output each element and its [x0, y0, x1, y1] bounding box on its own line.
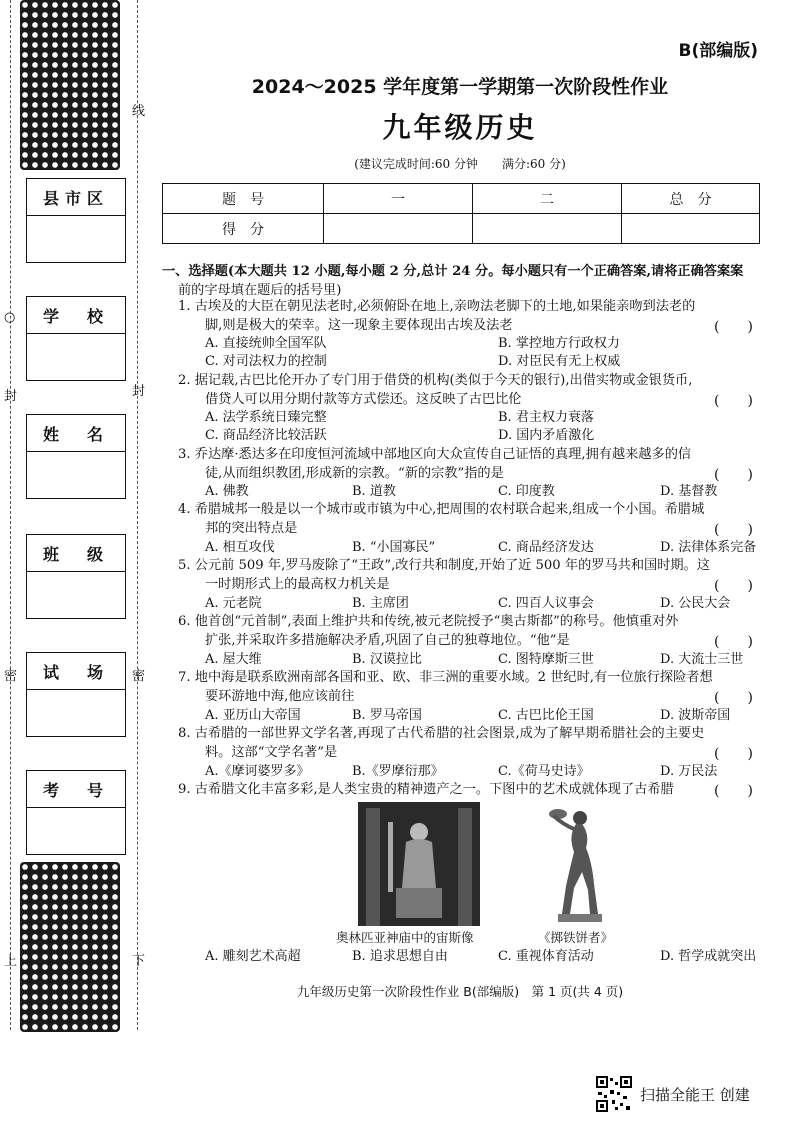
score-header-part1: 一	[324, 184, 473, 214]
question-3-stem-line2: 徒,从而组织教团,形成新的宗教。“新的宗教”指的是	[205, 466, 504, 481]
question-9-option-d[interactable]: D. 哲学成就突出	[660, 949, 757, 964]
score-header-part2: 二	[473, 184, 622, 214]
question-8-stem-line1: 8. 古希腊的一部世界文学名著,再现了古代希腊的社会图景,成为了解早期希腊社会的主要史	[178, 726, 705, 741]
question-8-option-b[interactable]: B.《罗摩衍那》	[352, 764, 444, 779]
question-7-stem-line2: 要环游地中海,他应该前往	[205, 689, 355, 704]
question-2-stem-line1: 2. 据记载,古巴比伦开办了专门用于借贷的机构(类似于今天的银行),出借实物或金银货币,	[178, 373, 693, 388]
answer-blank-4[interactable]: ( )	[714, 522, 753, 538]
question-3-option-c[interactable]: C. 印度教	[498, 484, 555, 499]
question-7-option-c[interactable]: C. 古巴比伦王国	[498, 708, 594, 723]
score-table-row	[163, 214, 760, 244]
score-cell-part2[interactable]	[473, 214, 622, 244]
answer-blank-2[interactable]: ( )	[714, 393, 753, 409]
question-3-stem-line1: 3. 乔达摩·悉达多在印度恒河流域中部地区向大众宣传自己证悟的真理,拥有越来越多的信	[178, 447, 692, 462]
field-exam-number-label: 考 号	[27, 771, 125, 808]
question-4-option-b[interactable]: B. “小国寡民”	[352, 540, 436, 555]
side-mark-left-1: ○	[4, 310, 16, 325]
field-name	[26, 414, 126, 499]
question-6-stem-line2: 扩张,并采取许多措施解决矛盾,巩固了自己的独尊地位。“他”是	[205, 633, 570, 648]
score-cell-part1[interactable]	[324, 214, 473, 244]
question-5-option-d[interactable]: D. 公民大会	[660, 596, 731, 611]
question-7-option-b[interactable]: B. 罗马帝国	[352, 708, 422, 723]
question-2-option-d[interactable]: D. 国内矛盾激化	[498, 428, 595, 443]
question-6-option-a[interactable]: A. 屋大维	[205, 652, 262, 667]
field-exam-number-input[interactable]	[27, 808, 125, 854]
question-3-option-a[interactable]: A. 佛教	[205, 484, 249, 499]
question-1-option-c[interactable]: C. 对司法权力的控制	[205, 354, 327, 369]
discobolus-statue-image	[540, 802, 610, 926]
question-4-stem-line1: 4. 希腊城邦一般是以一个城市或市镇为中心,把周围的农村联合起来,组成一个小国。希腊城	[178, 502, 705, 517]
answer-blank-9[interactable]: ( )	[714, 783, 753, 799]
question-6-stem-line1: 6. 他首创“元首制”,表面上维护共和传统,被元老院授予“奥古斯都”的称号。他慎重对外	[178, 614, 679, 629]
question-5-stem-line2: 一时期形式上的最高权力机关是	[205, 577, 390, 592]
question-9-option-b[interactable]: B. 追求思想自由	[352, 949, 448, 964]
scanner-watermark: 扫描全能王 创建	[640, 1086, 750, 1104]
question-1-option-d[interactable]: D. 对臣民有无上权威	[498, 354, 621, 369]
question-8-option-a[interactable]: A.《摩诃婆罗多》	[205, 764, 310, 779]
question-2-option-b[interactable]: B. 君主权力衰落	[498, 410, 594, 425]
page-title: 2024～2025 学年度第一学期第一次阶段性作业	[251, 76, 669, 98]
question-8-option-c[interactable]: C.《荷马史诗》	[498, 764, 590, 779]
zeus-statue-image	[358, 802, 480, 926]
field-name-input[interactable]	[27, 452, 125, 498]
answer-blank-1[interactable]: ( )	[714, 319, 753, 335]
question-1-option-a[interactable]: A. 直接统帅全国军队	[205, 336, 327, 351]
field-name-label: 姓 名	[27, 415, 125, 452]
page-footer: 九年级历史第一次阶段性作业 B(部编版) 第 1 页(共 4 页)	[296, 984, 624, 999]
field-county-input[interactable]	[27, 216, 125, 262]
page-subtitle: 九年级历史	[382, 111, 538, 144]
question-4-option-c[interactable]: C. 商品经济发达	[498, 540, 594, 555]
side-mark-left-2: 封	[4, 389, 18, 404]
score-header-label: 题 号	[163, 184, 324, 214]
field-exam-room-input[interactable]	[27, 690, 125, 736]
answer-blank-6[interactable]: ( )	[714, 634, 753, 650]
question-4-stem-line2: 邦的突出特点是	[205, 521, 298, 536]
question-9-option-c[interactable]: C. 重视体育活动	[498, 949, 594, 964]
time-info: (建议完成时间:60 分钟 满分:60 分)	[354, 157, 566, 171]
side-mark-right-3: 密	[132, 669, 146, 684]
question-6-option-c[interactable]: C. 图特摩斯三世	[498, 652, 594, 667]
score-table	[162, 183, 760, 244]
question-5-stem-line1: 5. 公元前 509 年,罗马废除了“王政”,改行共和制度,开始了近 500 年的罗马共和国时期。这	[178, 558, 710, 573]
score-table-row	[163, 184, 760, 214]
field-class-label: 班 级	[27, 535, 125, 572]
question-9-option-a[interactable]: A. 雕刻艺术高超	[205, 949, 301, 964]
field-class	[26, 534, 126, 619]
edition-label: B(部编版)	[678, 41, 758, 61]
answer-blank-7[interactable]: ( )	[714, 690, 753, 706]
question-4-option-a[interactable]: A. 相互攻伐	[205, 540, 275, 555]
side-mark-right-4: 下	[132, 954, 146, 969]
question-8-option-d[interactable]: D. 万民法	[660, 764, 718, 779]
field-school	[26, 296, 126, 381]
question-1-stem-line1: 1. 古埃及的大臣在朝见法老时,必须俯卧在地上,亲吻法老脚下的土地,如果能亲吻到法老的	[178, 299, 696, 314]
figure-caption-zeus: 奥林匹亚神庙中的宙斯像	[336, 930, 474, 945]
question-5-option-b[interactable]: B. 主席团	[352, 596, 409, 611]
question-6-option-b[interactable]: B. 汉谟拉比	[352, 652, 422, 667]
question-7-stem-line1: 7. 地中海是联系欧洲南部各国和亚、欧、非三洲的重要水域。2 世纪时,有一位旅行探险者想	[178, 670, 713, 685]
answer-blank-5[interactable]: ( )	[714, 578, 753, 594]
question-4-option-d[interactable]: D. 法律体系完备	[660, 540, 757, 555]
field-exam-room	[26, 652, 126, 737]
score-row-label: 得 分	[163, 214, 324, 244]
question-6-option-d[interactable]: D. 大流士三世	[660, 652, 744, 667]
question-5-option-a[interactable]: A. 元老院	[205, 596, 262, 611]
section-heading: 一、选择题(本大题共 12 小题,每小题 2 分,总计 24 分。每小题只有一个正确答案,请将正确答案案	[162, 264, 744, 279]
question-7-option-d[interactable]: D. 波斯帝国	[660, 708, 731, 723]
question-9-stem-line1: 9. 古希腊文化丰富多彩,是人类宝贵的精神遗产之一。下图中的艺术成就体现了古希腊	[178, 782, 674, 797]
side-mark-right-1: 线	[132, 104, 146, 119]
side-mark-right-2: 封	[132, 384, 146, 399]
question-2-stem-line2: 借贷人可以用分期付款等方式偿还。这反映了古巴比伦	[205, 392, 522, 407]
question-3-option-b[interactable]: B. 道教	[352, 484, 396, 499]
figure-caption-discobolus: 《掷铁饼者》	[538, 930, 614, 945]
field-class-input[interactable]	[27, 572, 125, 618]
side-mark-left-3: 密	[4, 669, 18, 684]
question-2-option-c[interactable]: C. 商品经济比较活跃	[205, 428, 327, 443]
qr-code-icon	[596, 1076, 632, 1112]
question-1-option-b[interactable]: B. 掌控地方行政权力	[498, 336, 620, 351]
binding-dots-bottom	[20, 862, 120, 1032]
section-heading-cont: 前的字母填在题后的括号里)	[178, 283, 342, 298]
score-cell-total[interactable]	[622, 214, 760, 244]
field-county	[26, 178, 126, 263]
field-county-label: 县市区	[27, 179, 125, 216]
answer-blank-3[interactable]: ( )	[714, 467, 753, 483]
field-school-label: 学 校	[27, 297, 125, 334]
question-5-option-c[interactable]: C. 四百人议事会	[498, 596, 594, 611]
question-7-option-a[interactable]: A. 亚历山大帝国	[205, 708, 301, 723]
question-3-option-d[interactable]: D. 基督教	[660, 484, 718, 499]
question-1-stem-line2: 脚,则是极大的荣幸。这一现象主要体现出古埃及法老	[205, 318, 513, 333]
question-2-option-a[interactable]: A. 法学系统日臻完整	[205, 410, 327, 425]
side-mark-left-4: 上	[4, 954, 18, 969]
answer-blank-8[interactable]: ( )	[714, 746, 753, 762]
score-header-total: 总 分	[622, 184, 760, 214]
field-school-input[interactable]	[27, 334, 125, 380]
question-8-stem-line2: 料。这部“文学名著”是	[205, 745, 338, 760]
field-exam-number	[26, 770, 126, 855]
field-exam-room-label: 试 场	[27, 653, 125, 690]
